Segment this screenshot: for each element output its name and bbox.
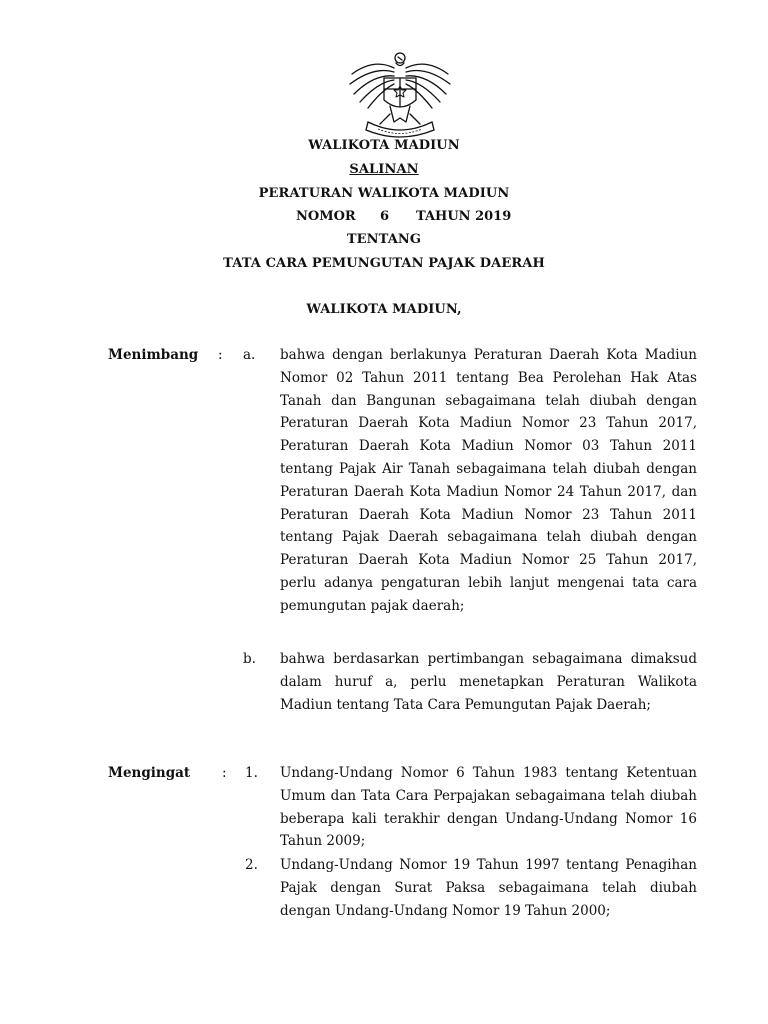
menimbang-item-marker: a. — [243, 347, 256, 363]
issuer-title: WALIKOTA MADIUN — [308, 138, 460, 153]
mengingat-item-marker: 2. — [245, 857, 258, 873]
mengingat-item-text: Undang-Undang Nomor 6 Tahun 1983 tentang Ketentuan Umum dan Tata Cara Perpajakan sebagaimana telah diubah beberapa kali terakhir dengan Undang-Undang Nomor 16 Tahun 2009; — [280, 765, 697, 850]
menimbang-label: Menimbang — [108, 347, 199, 363]
number-value: 6 — [380, 209, 390, 224]
year-label: TAHUN 2019 — [416, 209, 512, 224]
regulation-type: PERATURAN WALIKOTA MADIUN — [258, 186, 510, 201]
copy-label: SALINAN — [349, 162, 419, 177]
menimbang-colon: : — [218, 347, 223, 363]
menimbang-item-marker: b. — [243, 651, 256, 667]
enacting-authority: WALIKOTA MADIUN, — [306, 302, 462, 317]
mengingat-item-marker: 1. — [245, 765, 258, 781]
mengingat-label: Mengingat — [108, 765, 191, 781]
mengingat-colon: : — [222, 765, 227, 781]
mengingat-item-text: Undang-Undang Nomor 19 Tahun 1997 tentang Penagihan Pajak dengan Surat Paksa sebagaimana telah diubah dengan Undang-Undang Nomor 19 Tahun 2000; — [280, 857, 697, 919]
number-label: NOMOR — [296, 209, 356, 224]
menimbang-item-text: bahwa berdasarkan pertimbangan sebagaimana dimaksud dalam huruf a, perlu menetapkan Peraturan Walikota Madiun tentang Tata Cara Pemungutan Pajak Daerah; — [280, 651, 697, 713]
about-label: TENTANG — [346, 232, 422, 247]
garuda-emblem-icon — [344, 48, 456, 138]
regulation-subject: TATA CARA PEMUNGUTAN PAJAK DAERAH — [223, 256, 545, 271]
menimbang-item-text: bahwa dengan berlakunya Peraturan Daerah Kota Madiun Nomor 02 Tahun 2011 tentang Bea Perolehan Hak Atas Tanah dan Bangunan sebagaimana telah diubah dengan Peraturan Daerah Kota Madiun Nomor 23 Tahun 2017, Peraturan Daerah Kota Madiun Nomor 03 Tahun 2011 tentang Pajak Air Tanah sebagaimana telah diubah dengan Peraturan Daerah Kota Madiun Nomor 24 Tahun 2017, dan Peraturan Daerah Kota Madiun Nomor 23 Tahun 2011 tentang Pajak Daerah sebagaimana telah diubah dengan Peraturan Daerah Kota Madiun Nomor 25 Tahun 2017, perlu adanya pengaturan lebih lanjut mengenai tata cara pemungutan pajak daerah; — [280, 347, 697, 614]
